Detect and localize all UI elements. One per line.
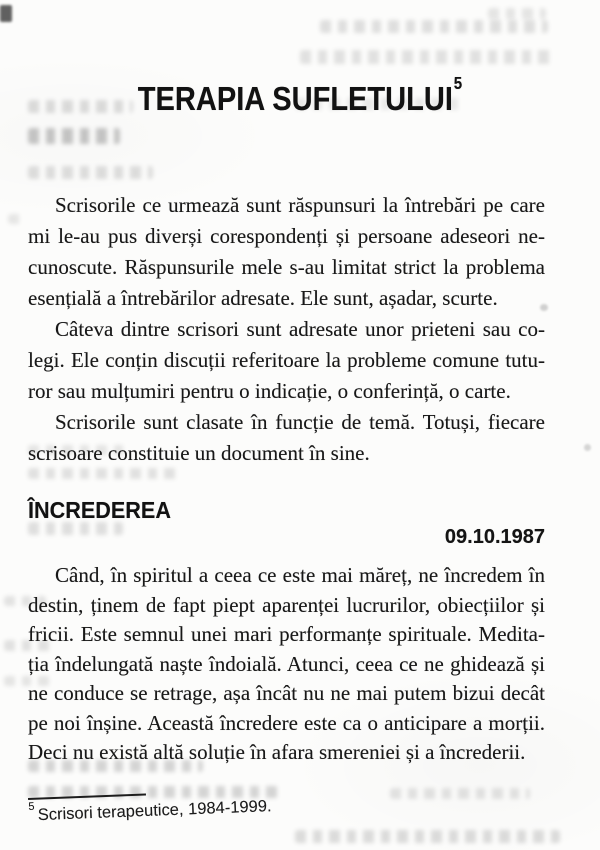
- bleed-through-smudge: [28, 166, 153, 179]
- letter-paragraph: [28, 561, 545, 768]
- bleed-through-smudge: [320, 20, 548, 33]
- footnote-dates: , 1984-1999.: [178, 797, 272, 819]
- footnote: [28, 782, 449, 826]
- body-text-line: cunoscute. Răspunsurile mele s-au limitat strict la problema: [28, 255, 545, 279]
- scan-corner-mark: [0, 5, 12, 22]
- body-text-line: Când, în spiritul a ceea ce este mai măreț, ne încredem în: [55, 563, 545, 587]
- body-text-line: ne conduce se retrage, așa încât nu ne mai putem bizui decât: [28, 681, 545, 705]
- body-text-line: ția îndelungată naște îndoială. Atunci, ceea ce ne ghidează și: [28, 651, 545, 676]
- bleed-through-smudge: [300, 50, 555, 64]
- body-text-line: legi. Ele conțin discuții referitoare la probleme comune tutu-: [28, 348, 545, 372]
- body-text-line: fricii. Este semnul unei mari performanțe spirituale. Medita-: [28, 622, 545, 646]
- chapter-title-text: TERAPIA SUFLETULUI: [137, 80, 453, 118]
- body-text-line: Scrisorile sunt clasate în funcție de temă. Totuși, fiecare: [55, 410, 545, 434]
- bleed-through-smudge: [28, 468, 178, 479]
- body-text-line: Scrisorile ce urmează sunt răspunsuri la întrebări pe care: [55, 193, 545, 217]
- body-text-line: scrisoare constituie un document în sine.: [28, 441, 370, 465]
- chapter-title: [36, 73, 564, 118]
- bleed-through-smudge: [488, 8, 546, 19]
- section-heading: ÎNCREDEREA: [28, 497, 171, 524]
- body-text-line: Deci nu există altă soluție în afara smereniei și a încrederii.: [28, 740, 526, 764]
- body-text-line: ror sau mulțumiri pentru o indicație, o conferință, o carte.: [28, 379, 511, 403]
- bleed-through-smudge: [8, 214, 24, 224]
- intro-paragraphs: [28, 190, 545, 469]
- body-text-line: Câteva dintre scrisori sunt adresate unor prieteni sau co-: [55, 317, 545, 341]
- body-text-line: esențială a întrebărilor adresate. Ele sunt, așadar, scurte.: [28, 286, 498, 310]
- bleed-through-smudge: [295, 830, 560, 843]
- body-text-line: mi le-au pus diverși corespondenți și persoane adeseori ne-: [28, 224, 545, 248]
- footnote-text: [28, 789, 448, 826]
- footnote-rule: [28, 793, 146, 800]
- letter-date: 09.10.1987: [444, 526, 545, 548]
- body-text-line: pe noi înșine. Această încredere este ca o anticipare a morții.: [28, 710, 545, 735]
- footnote-work-title: Scrisori terapeutice: [37, 800, 180, 825]
- bleed-through-smudge: [28, 128, 120, 144]
- body-text-line: destin, ținem de fapt piept aparenței lucrurilor, obiecțiilor și: [28, 592, 545, 617]
- scan-speck: [584, 444, 591, 451]
- footnote-ref-number: 5: [28, 800, 35, 813]
- title-footnote-marker: 5: [453, 73, 463, 94]
